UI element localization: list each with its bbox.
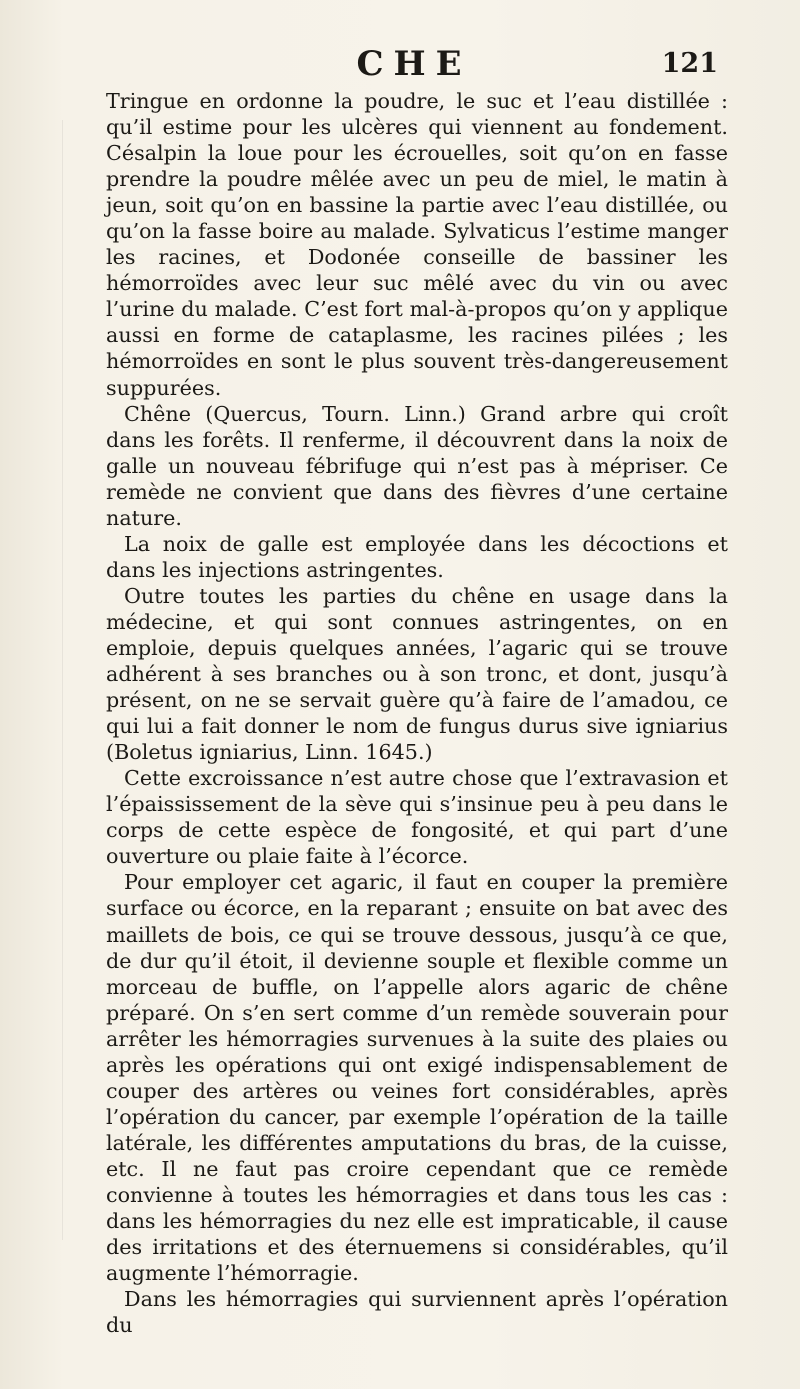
running-head xyxy=(110,44,718,84)
body-text xyxy=(106,88,728,1338)
paragraph-7: Dans les hémorragies qui surviennent après l’opération du xyxy=(106,1287,728,1338)
page-gutter-shadow xyxy=(62,120,63,1240)
paragraph-5: Cette excroissance n’est autre chose que l’extravasion et l’épaississement de la sève qui s’insinue peu à peu dans le corps de cette espèce de fongosité, et qui part d’une ouverture ou plaie faite à l’écorce. xyxy=(106,766,728,869)
running-head-title: CHE xyxy=(356,44,472,84)
paragraph-1: Tringue en ordonne la poudre, le suc et l’eau distillée : qu’il estime pour les ulcères qui viennent au fondement. Césalpin la loue pour les écrouelles, soit qu’on en fasse prendre la poudre mêlée avec un peu de miel, le matin à jeun, soit qu’on en bassine la partie avec l’eau distillée, ou qu’on la fasse boire au malade. Sylvaticus l’estime manger les racines, et Dodonée conseille de bassiner les hémorroïdes avec leur suc mêlé avec du vin ou avec l’urine du malade. C’est fort mal-à-propos qu’on y applique aussi en forme de cataplasme, les racines pilées ; les hémorroïdes en sont le plus souvent très-dangereusement suppurées. xyxy=(106,89,728,400)
paragraph-4: Outre toutes les parties du chêne en usage dans la médecine, et qui sont connues astringentes, on en emploie, depuis quelques années, l’agaric qui se trouve adhérent à ses branches ou à son tronc, et dont, jusqu’à présent, on ne se servait guère qu’à faire de l’amadou, ce qui lui a fait donner le nom de fungus durus sive igniarius (Boletus igniarius, Linn. 1645.) xyxy=(106,583,728,765)
paragraph-3: La noix de galle est employée dans les décoctions et dans les injections astringentes. xyxy=(106,531,728,582)
page-number: 121 xyxy=(661,48,718,79)
paragraph-6: Pour employer cet agaric, il faut en couper la première surface ou écorce, en la reparant ; ensuite on bat avec des maillets de bois, ce qui se trouve dessous, jusqu’à ce que, de dur qu’il étoit, il devienne souple et flexible comme un morceau de buffle, on l’appelle alors agaric de chêne préparé. On s’en sert comme d’un remède souverain pour arrêter les hémorragies survenues à la suite des plaies ou après les opérations qui ont exigé indispensablement de couper des artères ou veines fort considérables, après l’opération du cancer, par exemple l’opération de la taille latérale, les différentes amputations du bras, de la cuisse, etc. Il ne faut pas croire cependant que ce remède convienne à toutes les hémorragies et dans tous les cas : dans les hémorragies du nez elle est impraticable, il cause des irritations et des éternuemens si considérables, qu’il augmente l’hémorragie. xyxy=(106,870,728,1286)
paragraph-2: Chêne (Quercus, Tourn. Linn.) Grand arbre qui croît dans les forêts. Il renferme, il découvrent dans la noix de galle un nouveau fébrifuge qui n’est pas à mépriser. Ce remède ne convient que dans des fièvres d’une certaine nature. xyxy=(106,401,728,530)
